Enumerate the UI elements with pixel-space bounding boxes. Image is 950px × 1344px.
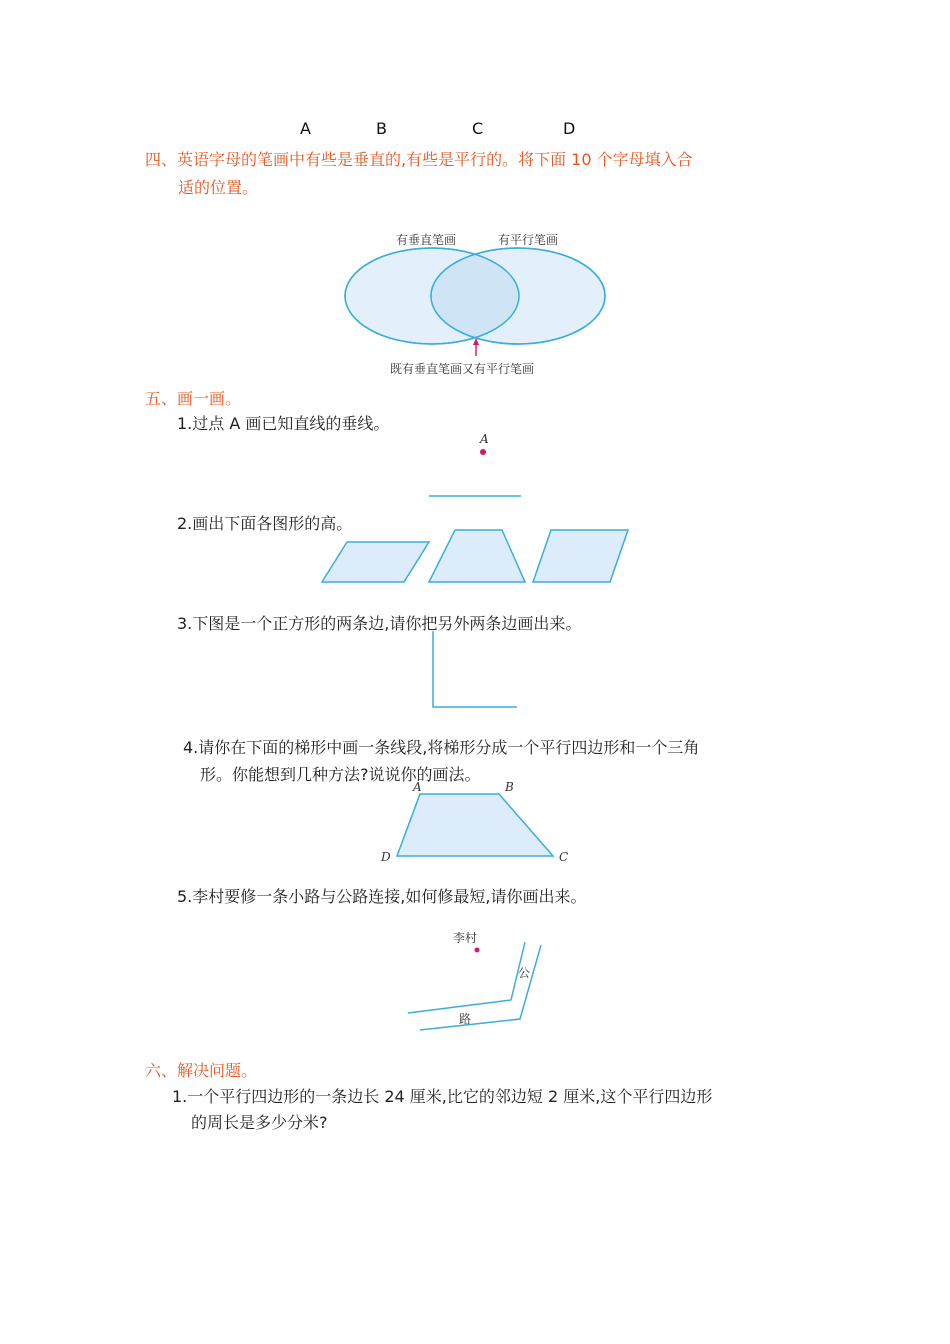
- q5-text: 5.李村要修一条小路与公路连接,如何修最短,请你画出来。: [177, 887, 587, 906]
- letter-a: A: [300, 119, 311, 138]
- trapezoid-label-c: C: [559, 850, 569, 864]
- road-edge-inner: [420, 945, 541, 1030]
- letter-c: C: [472, 119, 484, 138]
- venn-bottom-label: 既有垂直笔画又有平行笔画: [390, 362, 535, 376]
- village-point: [475, 948, 480, 953]
- venn-left-label: 有垂直笔画: [396, 233, 457, 247]
- section4-title-line2: 适的位置。: [178, 178, 259, 197]
- q1-text: 1.过点 A 画已知直线的垂线。: [177, 414, 390, 433]
- q4-text-line1: 4.请你在下面的梯形中画一条线段,将梯形分成一个平行四边形和一个三角: [183, 738, 700, 757]
- q3-text: 3.下图是一个正方形的两条边,请你把另外两条边画出来。: [177, 614, 582, 633]
- s6-q1-line1: 1.一个平行四边形的一条边长 24 厘米,比它的邻边短 2 厘米,这个平行四边形: [172, 1087, 713, 1106]
- road-char-1: 公: [518, 966, 531, 980]
- letter-b: B: [376, 119, 387, 138]
- road-edge-outer: [408, 942, 525, 1013]
- q1-point-label: A: [480, 432, 489, 446]
- section6-title: 六、解决问题。: [145, 1061, 258, 1080]
- section4-title-line1: 四、英语字母的笔画中有些是垂直的,有些是平行的。将下面 10 个字母填入合: [145, 150, 693, 169]
- q4-text-line2: 形。你能想到几种方法?说说你的画法。: [200, 765, 481, 784]
- section5-title: 五、画一画。: [145, 389, 242, 408]
- trapezoid-label-a: A: [413, 780, 422, 794]
- road-char-2: 路: [459, 1012, 472, 1026]
- s6-q1-line2: 的周长是多少分米?: [191, 1113, 328, 1132]
- village-label: 李村: [453, 931, 478, 945]
- q2-text: 2.画出下面各图形的高。: [177, 514, 353, 533]
- letter-d: D: [563, 119, 576, 138]
- venn-right-label: 有平行笔画: [498, 233, 559, 247]
- trapezoid-label-d: D: [381, 850, 391, 864]
- trapezoid-label-b: B: [505, 780, 514, 794]
